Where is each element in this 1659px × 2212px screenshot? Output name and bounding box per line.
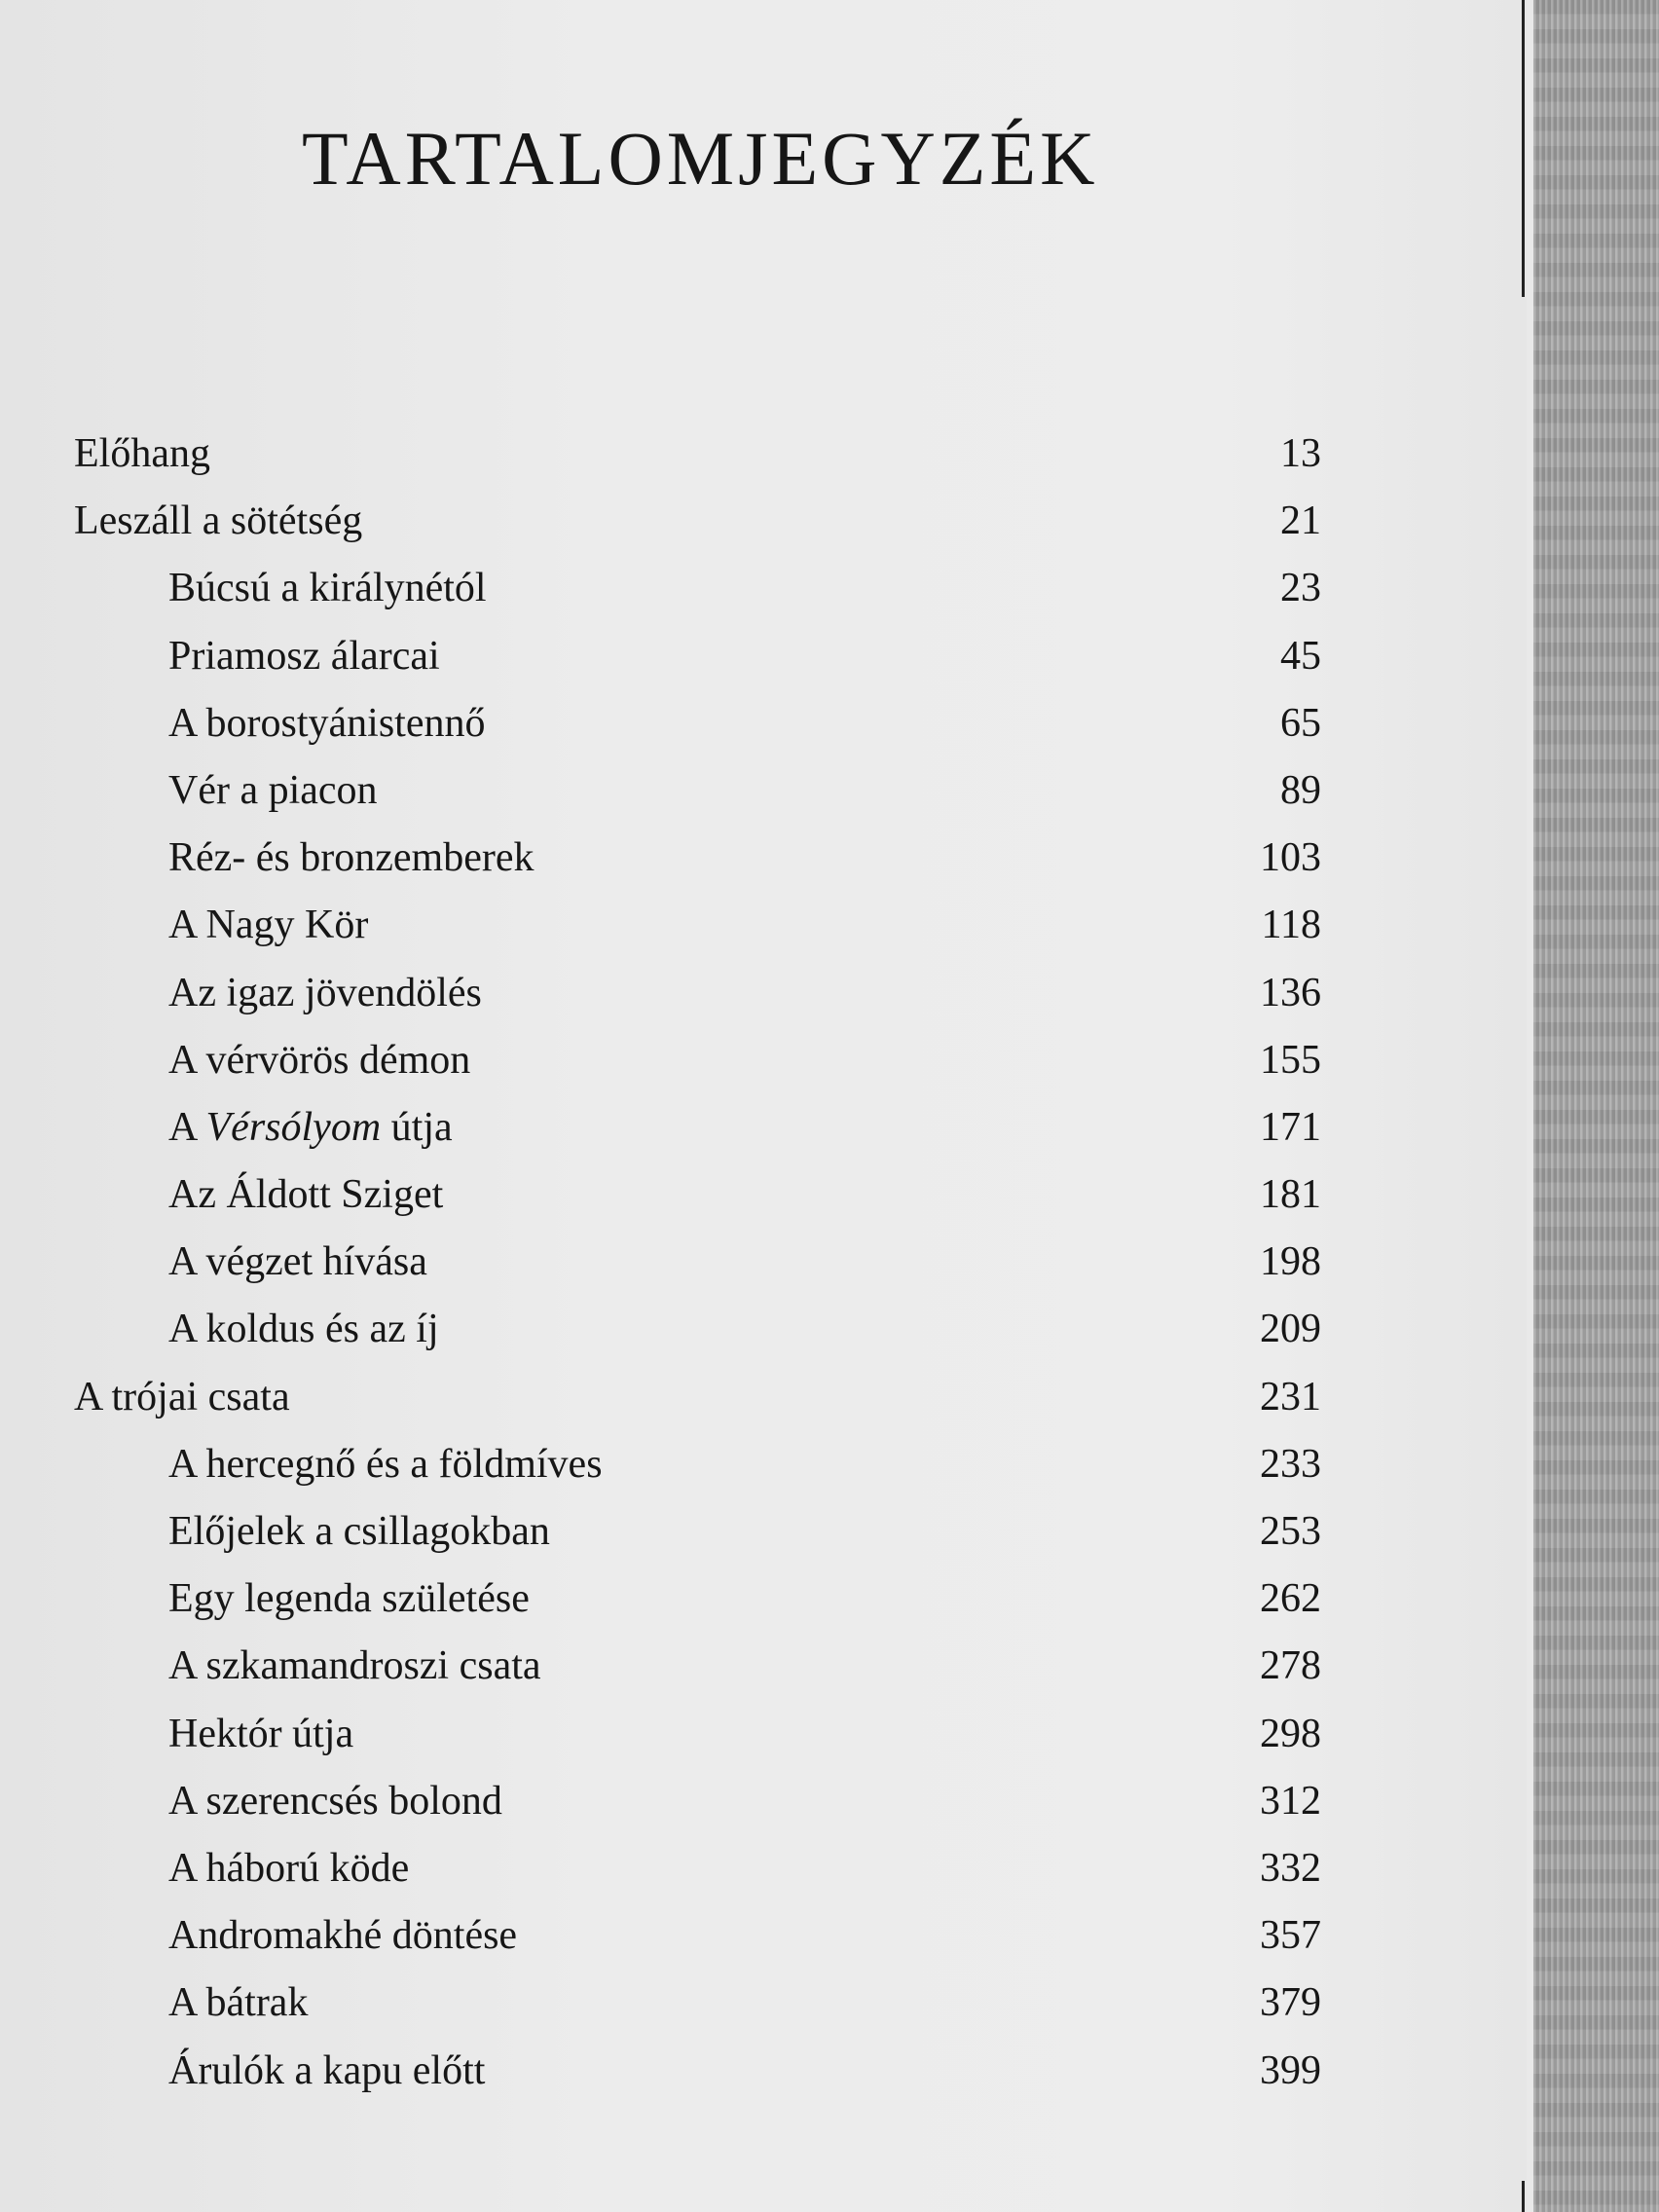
toc-chapter-entry: [0, 757, 1527, 825]
toc-page-number: 231: [1260, 1374, 1321, 1419]
toc-page-number: 118: [1261, 903, 1321, 948]
toc-entry-title: Az Áldott Sziget: [168, 1172, 444, 1218]
toc-chapter-entry: [0, 960, 1527, 1027]
toc-chapter-entry: [0, 1229, 1527, 1296]
table-of-contents: [0, 421, 1527, 2105]
page-edge-line: [1522, 0, 1525, 297]
toc-entry-title: A bátrak: [168, 1980, 309, 2026]
toc-chapter-entry: [0, 1431, 1527, 1498]
toc-chapter-entry: [0, 555, 1527, 622]
toc-entry-title: [168, 1094, 453, 1161]
toc-chapter-entry: [0, 1768, 1527, 1835]
toc-entry-title: Leszáll a sötétség: [74, 498, 363, 544]
toc-entry-title: A trójai csata: [74, 1374, 290, 1419]
toc-entry-title: Búcsú a királynétól: [168, 566, 487, 611]
toc-entry-title: Réz- és bronzemberek: [168, 835, 535, 881]
toc-page-number: 155: [1260, 1037, 1321, 1083]
toc-entry-title: A borostyánistennő: [168, 700, 486, 746]
toc-part-entry: [0, 488, 1527, 555]
toc-entry-title: A szkamandroszi csata: [168, 1643, 541, 1689]
toc-page-number: 278: [1260, 1643, 1321, 1689]
toc-page-number: 65: [1280, 700, 1321, 746]
toc-entry-title: A Nagy Kör: [168, 903, 369, 948]
toc-entry-title: A koldus és az íj: [168, 1307, 439, 1352]
toc-page-number: 171: [1260, 1104, 1321, 1150]
toc-page-number: 379: [1260, 1980, 1321, 2026]
toc-entry-title-italic: Vérsólyom: [205, 1104, 382, 1150]
toc-page-number: 298: [1260, 1711, 1321, 1756]
toc-chapter-entry: [0, 1566, 1527, 1633]
book-fore-edge: [1533, 0, 1659, 2212]
toc-chapter-entry: [0, 1027, 1527, 1094]
toc-chapter-entry: [0, 1296, 1527, 1363]
toc-page-number: 262: [1260, 1576, 1321, 1622]
toc-entry-title: Andromakhé döntése: [168, 1913, 518, 1959]
toc-entry-title: A hercegnő és a földmíves: [168, 1441, 603, 1487]
toc-chapter-entry: [0, 623, 1527, 690]
toc-page-number: 45: [1280, 633, 1321, 679]
toc-chapter-entry: [0, 1498, 1527, 1566]
toc-entry-title-suffix: útja: [381, 1104, 453, 1150]
toc-entry-title: Előjelek a csillagokban: [168, 1509, 550, 1554]
toc-entry-title: A vérvörös démon: [168, 1037, 471, 1083]
toc-chapter-entry: [0, 1633, 1527, 1700]
toc-entry-title: Az igaz jövendölés: [168, 970, 482, 1015]
toc-chapter-entry: [0, 2038, 1527, 2105]
toc-chapter-entry: [0, 1902, 1527, 1970]
toc-page-number: 399: [1260, 2047, 1321, 2093]
toc-chapter-entry: [0, 1970, 1527, 2037]
toc-entry-title: A háború köde: [168, 1845, 410, 1891]
toc-part-entry: [0, 421, 1527, 488]
toc-entry-title: Vér a piacon: [168, 767, 378, 813]
toc-page-number: 357: [1260, 1913, 1321, 1959]
toc-entry-title: Egy legenda születése: [168, 1576, 530, 1622]
toc-page-number: 181: [1260, 1172, 1321, 1218]
toc-entry-title-prefix: A: [168, 1104, 206, 1150]
toc-entry-title: Előhang: [74, 431, 210, 476]
toc-page-number: 21: [1280, 498, 1321, 544]
page-edge-line: [1522, 2181, 1525, 2212]
toc-page-number: 233: [1260, 1441, 1321, 1487]
toc-page-number: 312: [1260, 1778, 1321, 1824]
toc-page-number: 198: [1260, 1239, 1321, 1285]
toc-entry-title: Priamosz álarcai: [168, 633, 440, 679]
toc-chapter-entry: [0, 1094, 1527, 1161]
toc-chapter-entry: [0, 690, 1527, 757]
toc-chapter-entry: [0, 1161, 1527, 1229]
toc-page-number: 89: [1280, 767, 1321, 813]
toc-entry-title: A végzet hívása: [168, 1239, 427, 1285]
toc-page-number: 209: [1260, 1307, 1321, 1352]
toc-entry-title: A szerencsés bolond: [168, 1778, 502, 1824]
toc-part-entry: [0, 1364, 1527, 1431]
toc-page-number: 23: [1280, 566, 1321, 611]
page-title: TARTALOMJEGYZÉK: [302, 116, 1099, 201]
toc-page-number: 13: [1280, 431, 1321, 476]
toc-page-number: 332: [1260, 1845, 1321, 1891]
toc-page-number: 103: [1260, 835, 1321, 881]
toc-entry-title: Árulók a kapu előtt: [168, 2047, 486, 2093]
toc-chapter-entry: [0, 1701, 1527, 1768]
toc-chapter-entry: [0, 825, 1527, 892]
toc-chapter-entry: [0, 1835, 1527, 1902]
toc-page-number: 136: [1260, 970, 1321, 1015]
toc-entry-title: Hektór útja: [168, 1711, 354, 1756]
toc-page-number: 253: [1260, 1509, 1321, 1554]
toc-chapter-entry: [0, 892, 1527, 959]
